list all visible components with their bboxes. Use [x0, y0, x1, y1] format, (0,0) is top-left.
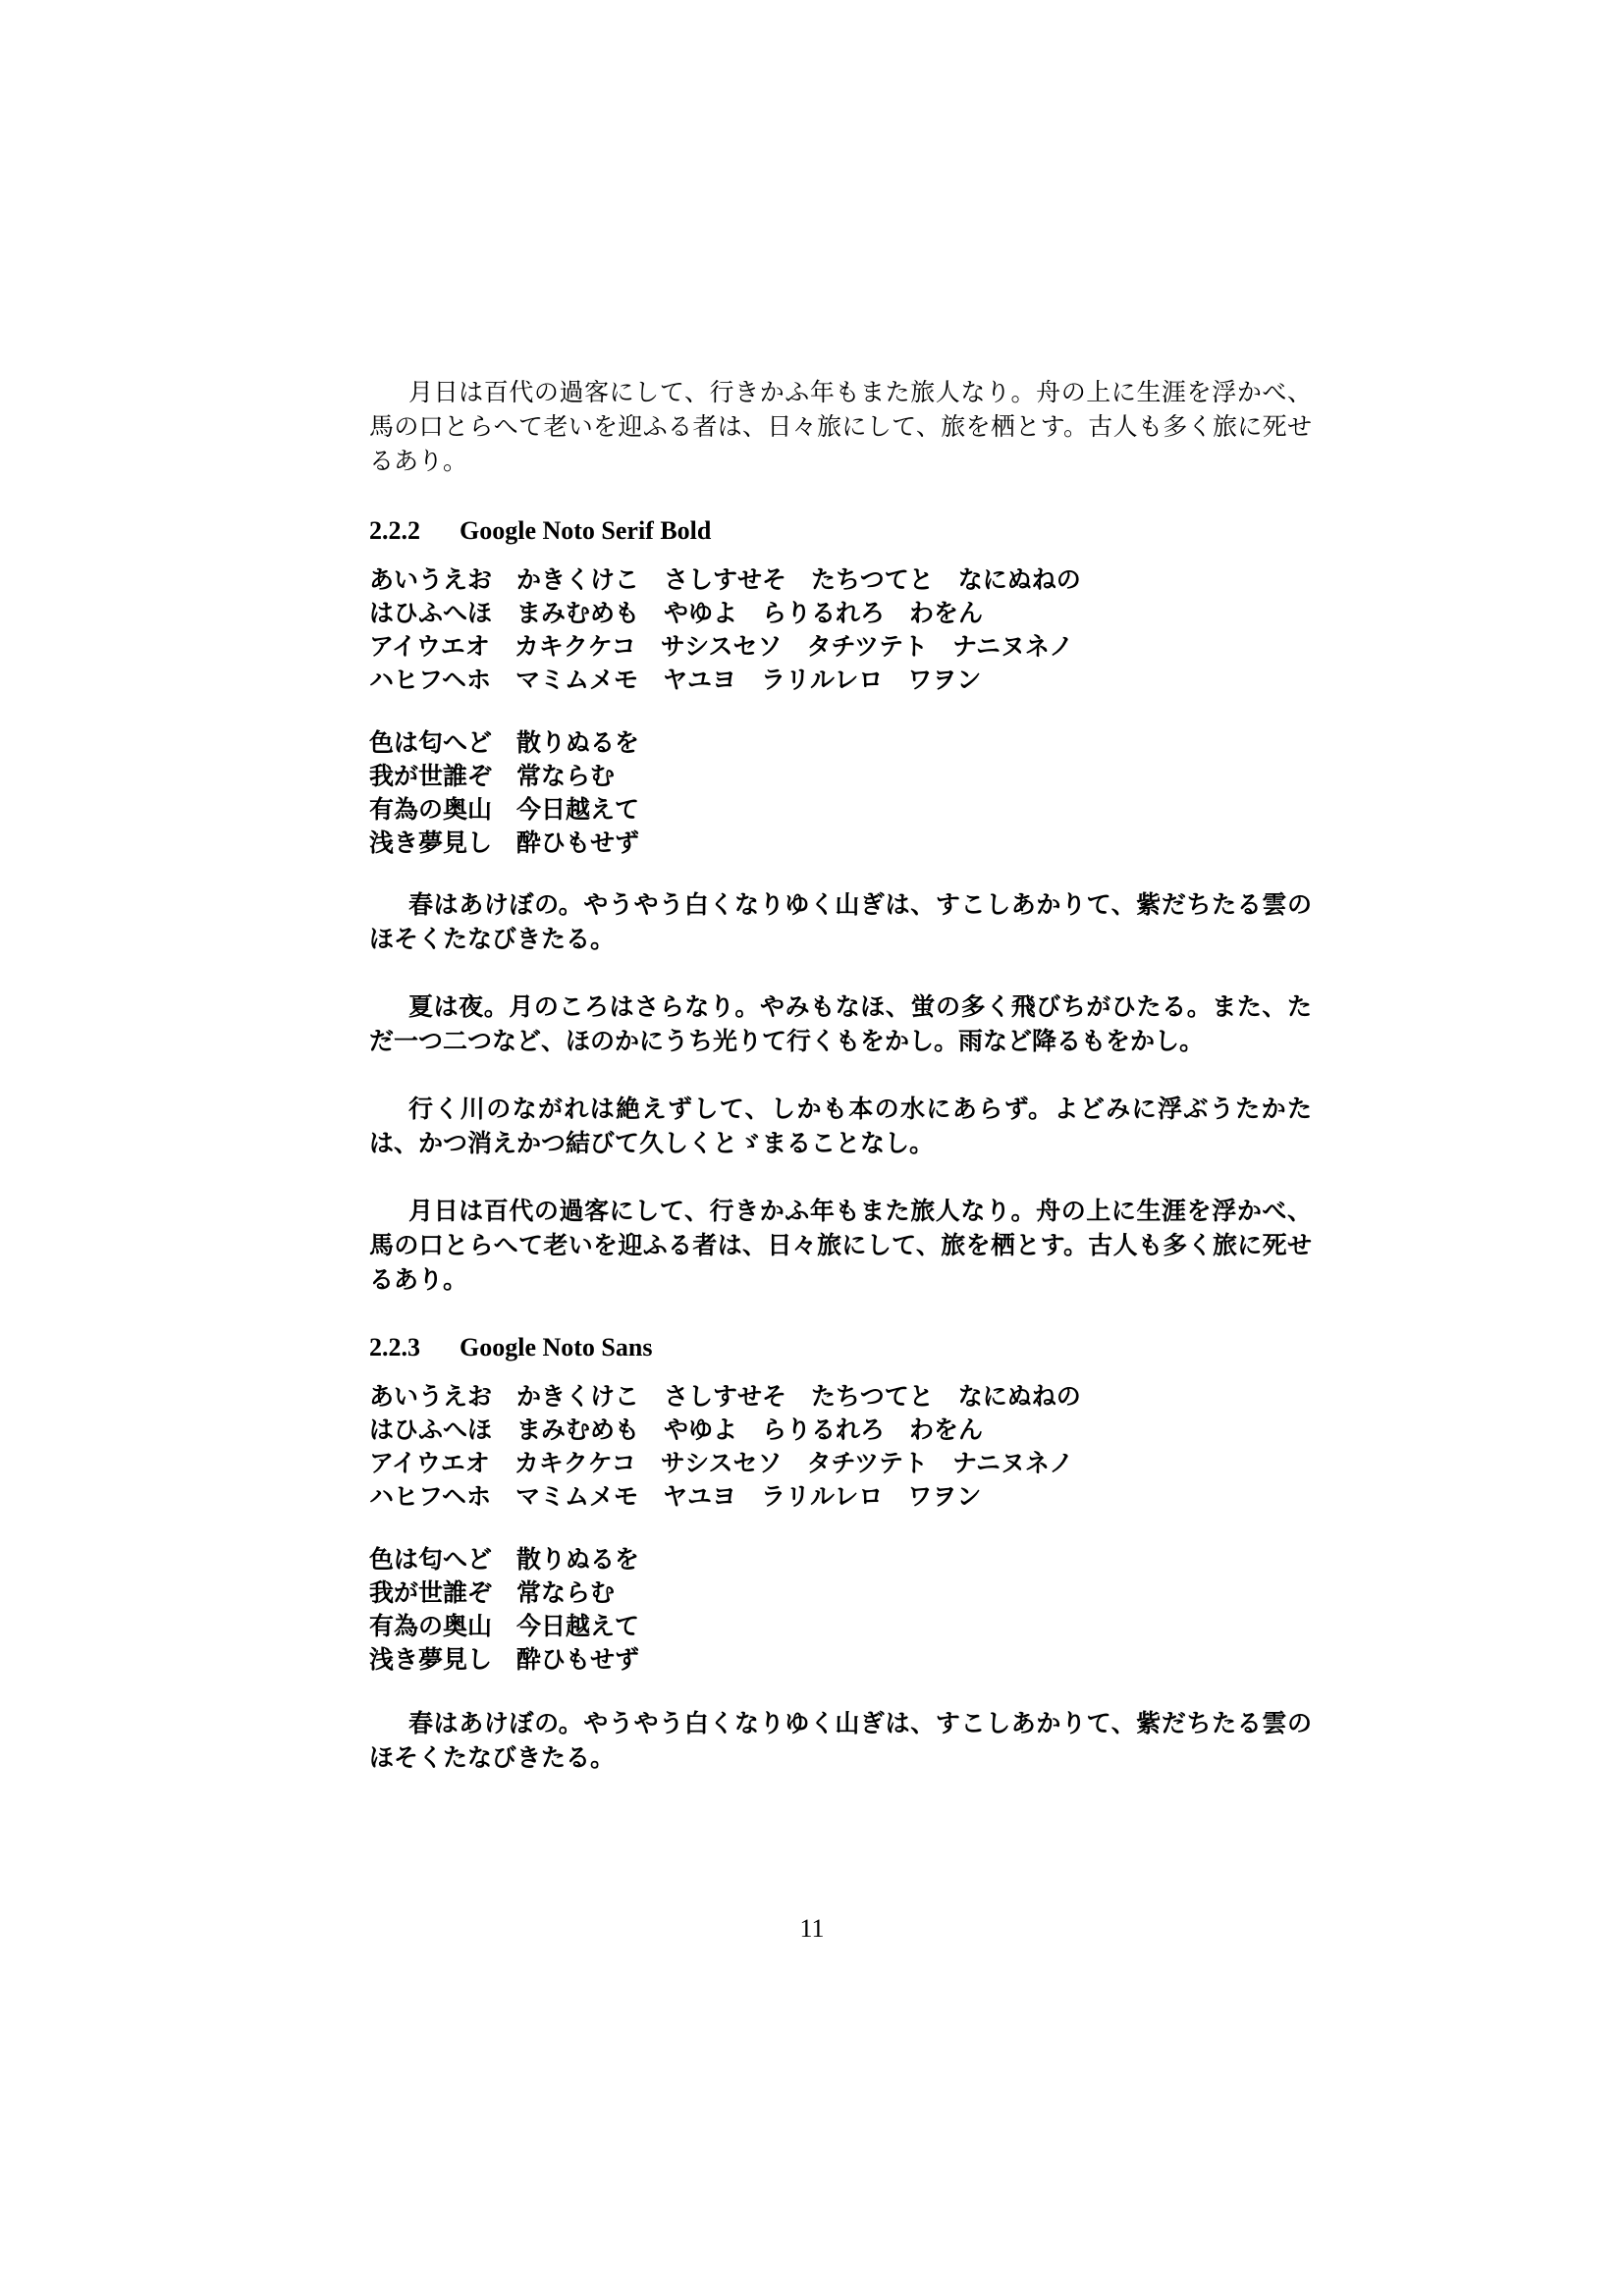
kana-table-serif	[369, 563, 1312, 697]
iroha-line: 我が世誰ぞ 常ならむ	[369, 762, 616, 790]
page-number: 11	[799, 1914, 825, 1943]
body-paragraph: 春はあけぼの。やうやう白くなりゆく山ぎは、すこしあかりて、紫だちたる雲のほそくたなびきたる。	[369, 1709, 1312, 1772]
serif-paragraph-1-block	[369, 887, 1312, 956]
iroha-line: 浅き夢見し 酔ひもせず	[369, 1645, 640, 1674]
section-title: Google Noto Sans	[460, 1333, 653, 1362]
body-paragraph: 夏は夜。月のころはさらなり。やみもなほ、蛍の多く飛びちがひたる。また、ただ一つ二つなど、ほのかにうち光りて行くもをかし。雨など降るもをかし。	[369, 992, 1312, 1055]
section-2-2-3-heading-block	[369, 1331, 1312, 1364]
body-paragraph: 春はあけぼの。やうやう白くなりゆく山ぎは、すこしあかりて、紫だちたる雲のほそくたなびきたる。	[369, 890, 1312, 953]
section-heading	[369, 514, 1312, 548]
iroha-line: 有為の奥山 今日越えて	[369, 1612, 640, 1640]
body-paragraph: 月日は百代の過客にして、行きかふ年もまた旅人なり。舟の上に生涯を浮かべ、馬の口とらへて老いを迎ふる者は、日々旅にして、旅を栖とす。古人も多く旅に死せるあり。	[369, 1197, 1312, 1294]
iroha-poem-serif	[369, 726, 1312, 860]
kana-line: ハヒフヘホ マミムメモ ヤユヨ ラリルレロ ワヲン	[369, 1482, 982, 1511]
section-number: 2.2.2	[369, 516, 420, 545]
intro-block	[369, 375, 1312, 478]
section-heading	[369, 1331, 1312, 1364]
iroha-line: 色は匂へど 散りぬるを	[369, 1545, 640, 1574]
section-2-2-2-heading-block	[369, 514, 1312, 548]
section-title: Google Noto Serif Bold	[460, 516, 712, 545]
body-paragraph: 行く川のながれは絶えずして、しかも本の水にあらず。よどみに浮ぶうたかたは、かつ消えかつ結びて久しくとゞまることなし。	[369, 1095, 1312, 1157]
kana-line: はひふへほ まみむめも やゆよ らりるれろ わをん	[369, 599, 984, 627]
iroha-line: 浅き夢見し 酔ひもせず	[369, 828, 640, 857]
kana-table-sans	[369, 1380, 1312, 1514]
kana-line: はひふへほ まみむめも やゆよ らりるれろ わをん	[369, 1415, 984, 1444]
iroha-poem-sans	[369, 1543, 1312, 1677]
kana-line: ハヒフヘホ マミムメモ ヤユヨ ラリルレロ ワヲン	[369, 666, 982, 694]
kana-line: アイウエオ カキクケコ サシスセソ タチツテト ナニヌネノ	[369, 632, 1074, 661]
serif-paragraph-4-block	[369, 1194, 1312, 1297]
iroha-line: 有為の奥山 今日越えて	[369, 795, 640, 824]
serif-paragraph-3-block	[369, 1092, 1312, 1160]
iroha-line: 我が世誰ぞ 常ならむ	[369, 1578, 616, 1607]
sans-paragraph-1-block	[369, 1706, 1312, 1775]
iroha-line: 色は匂へど 散りぬるを	[369, 728, 640, 757]
intro-paragraph: 月日は百代の過客にして、行きかふ年もまた旅人なり。舟の上に生涯を浮かべ、馬の口とらへて老いを迎ふる者は、日々旅にして、旅を栖とす。古人も多く旅に死せるあり。	[369, 378, 1312, 475]
kana-line: アイウエオ カキクケコ サシスセソ タチツテト ナニヌネノ	[369, 1449, 1074, 1477]
kana-line: あいうえお かきくけこ さしすせそ たちつてと なにぬねの	[369, 1382, 1081, 1411]
section-number: 2.2.3	[369, 1333, 420, 1362]
kana-line: あいうえお かきくけこ さしすせそ たちつてと なにぬねの	[369, 565, 1081, 594]
serif-paragraph-2-block	[369, 989, 1312, 1058]
